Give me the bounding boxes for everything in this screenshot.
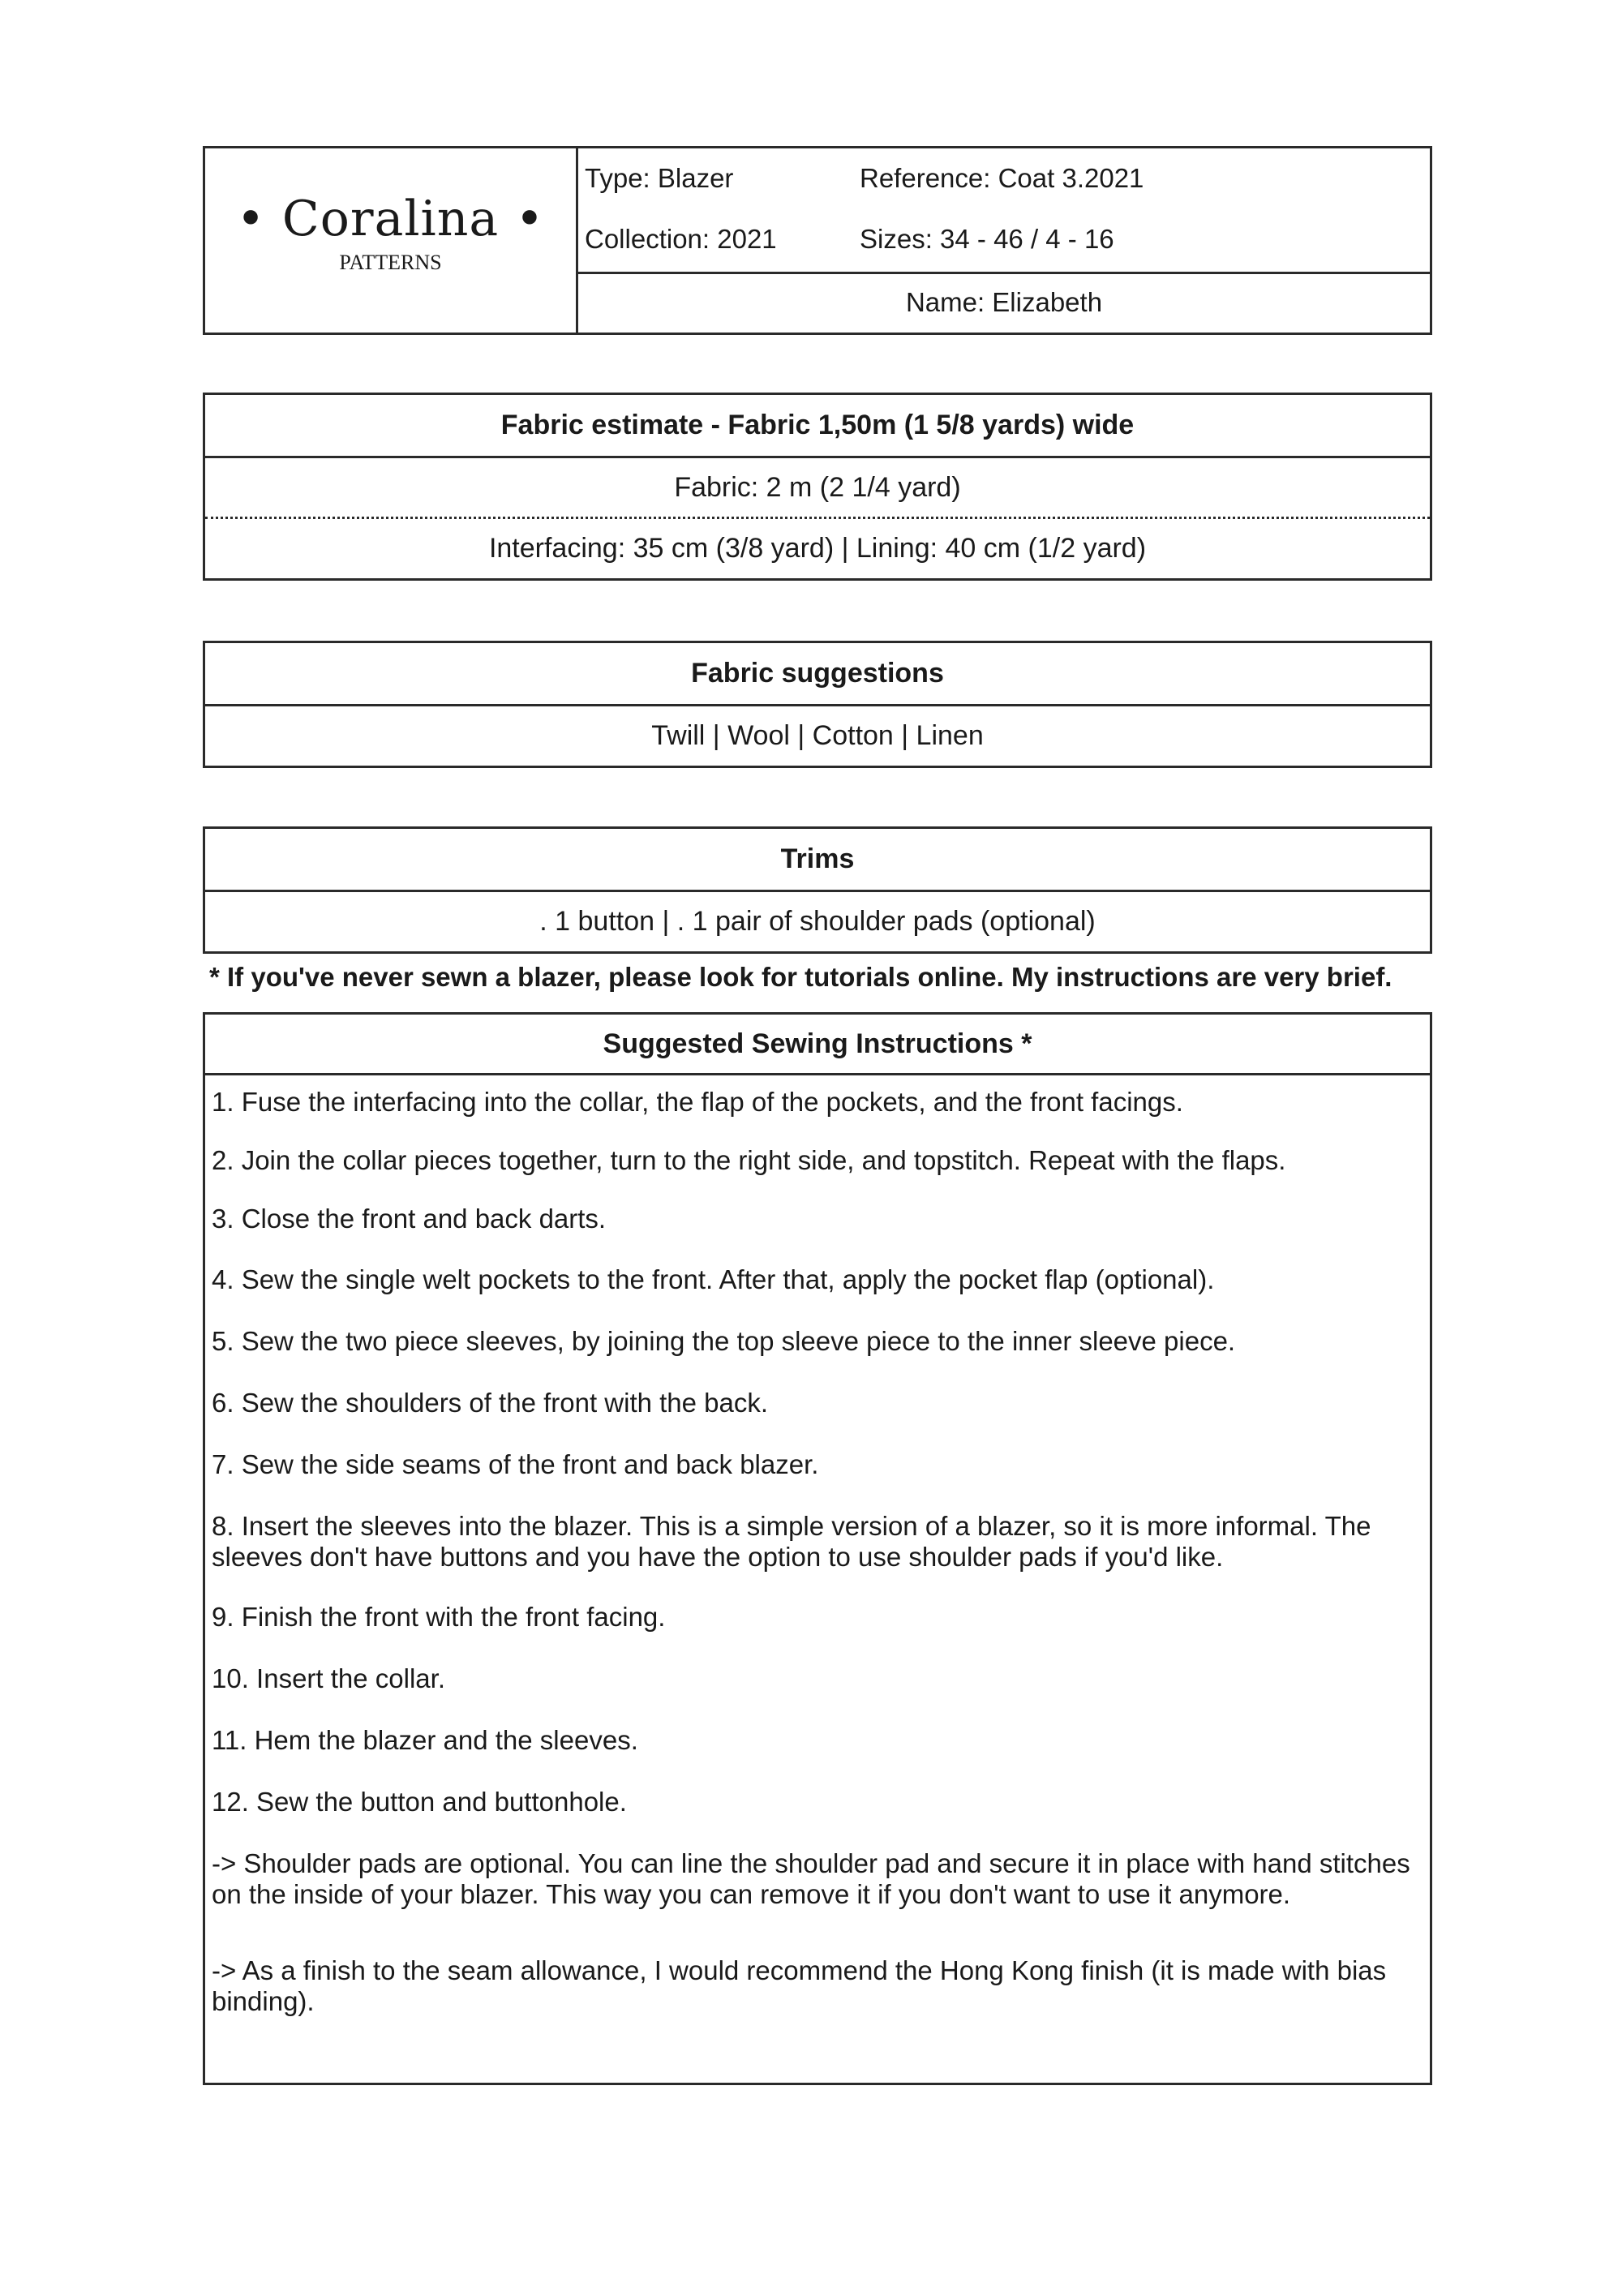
step-item: 8. Insert the sleeves into the blazer. This is a simple version of a blazer, so it is more informal. The sleeves don't have buttons and you have the option to use shoulder pads if you'd like. bbox=[212, 1511, 1371, 1572]
fabric-suggestions-list: Twill | Wool | Cotton | Linen bbox=[205, 704, 1430, 765]
trims-table bbox=[203, 826, 1432, 954]
interfacing-lining-amount: Interfacing: 35 cm (3/8 yard) | Lining: 40 cm (1/2 yard) bbox=[205, 517, 1430, 577]
step-item: 9. Finish the front with the front facing. bbox=[212, 1602, 666, 1632]
sewing-steps bbox=[205, 1075, 1430, 2017]
tutorial-note: * If you've never sewn a blazer, please look for tutorials online. My instructions are very brief. bbox=[209, 962, 1392, 992]
step-item: 3. Close the front and back darts. bbox=[212, 1204, 607, 1234]
fabric-estimate-table bbox=[203, 393, 1432, 581]
step-item: 1. Fuse the interfacing into the collar, the flap of the pockets, and the front facings. bbox=[212, 1087, 1183, 1117]
step-item: 11. Hem the blazer and the sleeves. bbox=[212, 1725, 638, 1755]
fabric-suggestions-title: Fabric suggestions bbox=[691, 658, 944, 689]
step-item: -> Shoulder pads are optional. You can line the shoulder pad and secure it in place with hand stitches on the inside of your blazer. This way you can remove it if you don't want to use it anymore. bbox=[212, 1848, 1410, 1909]
step-item: -> As a finish to the seam allowance, I would recommend the Hong Kong finish (it is made with bias binding). bbox=[212, 1955, 1387, 2016]
pattern-meta bbox=[578, 148, 1430, 333]
collection-label: Collection: 2021 bbox=[585, 224, 777, 254]
type-label: Type: Blazer bbox=[585, 163, 734, 193]
pattern-header bbox=[203, 146, 1432, 335]
meta-grid bbox=[578, 148, 1430, 274]
step-item: 7. Sew the side seams of the front and back blazer. bbox=[212, 1449, 819, 1479]
brand-logo bbox=[205, 148, 578, 333]
reference-label: Reference: Coat 3.2021 bbox=[860, 163, 1144, 193]
step-item: 2. Join the collar pieces together, turn to the right side, and topstitch. Repeat with the flaps. bbox=[212, 1145, 1286, 1175]
brand-subtitle: PATTERNS bbox=[339, 251, 442, 274]
sizes-label: Sizes: 34 - 46 / 4 - 16 bbox=[860, 224, 1114, 254]
brand-name: • Coralina • bbox=[236, 191, 545, 247]
sewing-instructions-title: Suggested Sewing Instructions * bbox=[205, 1015, 1430, 1075]
trims-list: . 1 button | . 1 pair of shoulder pads (optional) bbox=[205, 890, 1430, 951]
step-item: 12. Sew the button and buttonhole. bbox=[212, 1787, 627, 1817]
step-item: 4. Sew the single welt pockets to the front. After that, apply the pocket flap (optional). bbox=[212, 1264, 1215, 1294]
step-item: 5. Sew the two piece sleeves, by joining the top sleeve piece to the inner sleeve piece. bbox=[212, 1326, 1236, 1356]
fabric-amount: Fabric: 2 m (2 1/4 yard) bbox=[205, 456, 1430, 517]
step-item: 10. Insert the collar. bbox=[212, 1663, 445, 1693]
step-item: 6. Sew the shoulders of the front with the back. bbox=[212, 1388, 769, 1418]
fabric-estimate-title: Fabric estimate - Fabric 1,50m (1 5/8 yards) wide bbox=[500, 410, 1135, 440]
sewing-instructions-table bbox=[203, 1012, 1432, 2085]
name-label: Name: Elizabeth bbox=[905, 286, 1103, 317]
trims-title: Trims bbox=[780, 843, 855, 874]
fabric-suggestions-table bbox=[203, 641, 1432, 768]
